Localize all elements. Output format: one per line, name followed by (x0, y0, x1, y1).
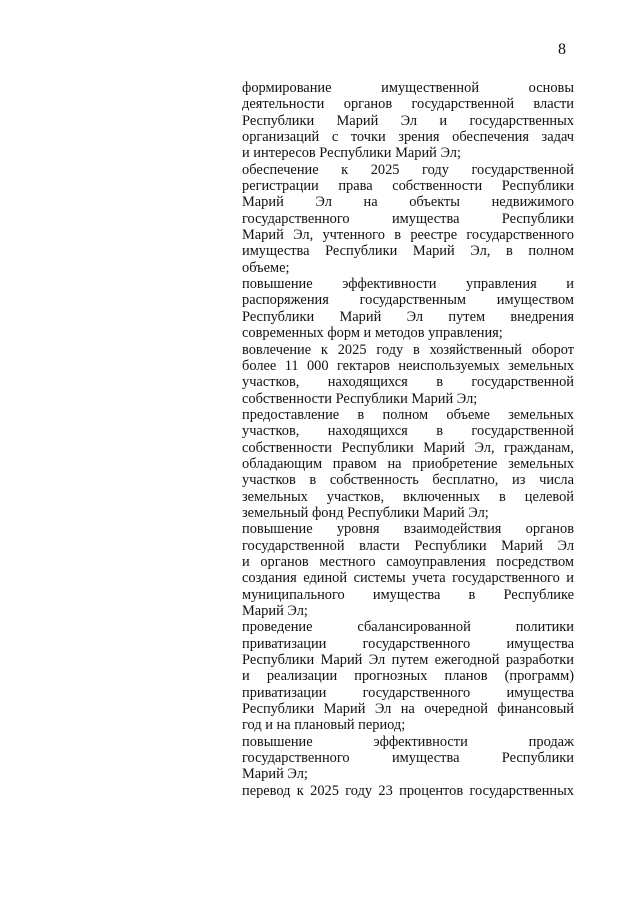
text-line: повышение эффективности управления и (242, 276, 574, 293)
text-line: государственного имущества Республики (242, 210, 574, 227)
text-line: приватизации государственного имущества (242, 635, 574, 652)
text-line: Марий Эл; (242, 766, 308, 783)
text-line: и реализации прогнозных планов (программ) (242, 668, 574, 685)
text-line: и органов местного самоуправления посредством (242, 553, 574, 570)
text-line: современных форм и методов управления; (242, 325, 503, 342)
text-line: создания единой системы учета государственного и (242, 570, 574, 587)
text-line: государственной власти Республики Марий Эл (242, 537, 574, 554)
text-line: год и на плановый период; (242, 717, 406, 734)
text-line: Марий Эл, учтенного в реестре государственного (242, 227, 574, 244)
text-line: формирование имущественной основы (242, 80, 574, 96)
text-line: объеме; (242, 259, 290, 276)
text-line: имущества Республики Марий Эл, в полном (242, 243, 574, 260)
text-line: и интересов Республики Марий Эл; (242, 145, 461, 162)
text-line: деятельности органов государственной власти (242, 96, 574, 113)
text-line: организаций с точки зрения обеспечения задач (242, 129, 574, 146)
text-line: Республики Марий Эл путем внедрения (242, 308, 574, 325)
text-line: более 11 000 гектаров неиспользуемых земельных (242, 357, 574, 374)
text-line: участков в собственность бесплатно, из числа (242, 472, 574, 489)
document-body (242, 80, 574, 799)
text-line: собственности Республики Марий Эл; (242, 390, 478, 407)
text-line: Марий Эл; (242, 603, 308, 619)
text-line: муниципального имущества в Республике (242, 586, 574, 603)
text-line: повышение уровня взаимодействия органов (242, 521, 574, 538)
text-line: распоряжения государственным имуществом (242, 292, 574, 309)
page-number: 8 (558, 41, 566, 58)
text-line: обладающим правом на приобретение земельных (242, 455, 574, 472)
text-line: повышение эффективности продаж (242, 733, 574, 750)
text-line: Республики Марий Эл и государственных (242, 112, 574, 129)
text-line: земельный фонд Республики Марий Эл; (242, 504, 489, 521)
text-line: государственного имущества Республики (242, 750, 574, 767)
text-line: проведение сбалансированной политики (242, 619, 574, 636)
text-line: Марий Эл на объекты недвижимого (242, 194, 574, 211)
text-line: вовлечение к 2025 году в хозяйственный оборот (242, 341, 574, 358)
text-line: участков, находящихся в государственной (242, 374, 574, 391)
text-line: предоставление в полном объеме земельных (242, 406, 574, 423)
text-line: земельных участков, включенных в целевой (242, 488, 574, 505)
text-line: обеспечение к 2025 году государственной (242, 161, 574, 178)
text-line: приватизации государственного имущества (242, 684, 574, 701)
text-line: Республики Марий Эл путем ежегодной разработки (242, 652, 574, 669)
text-line: перевод к 2025 году 23 процентов государственных (242, 782, 574, 799)
text-line: собственности Республики Марий Эл, гражданам, (242, 439, 574, 456)
text-line: регистрации права собственности Республики (242, 178, 574, 195)
text-line: участков, находящихся в государственной (242, 423, 574, 440)
text-line: Республики Марий Эл на очередной финансовый (242, 701, 574, 718)
